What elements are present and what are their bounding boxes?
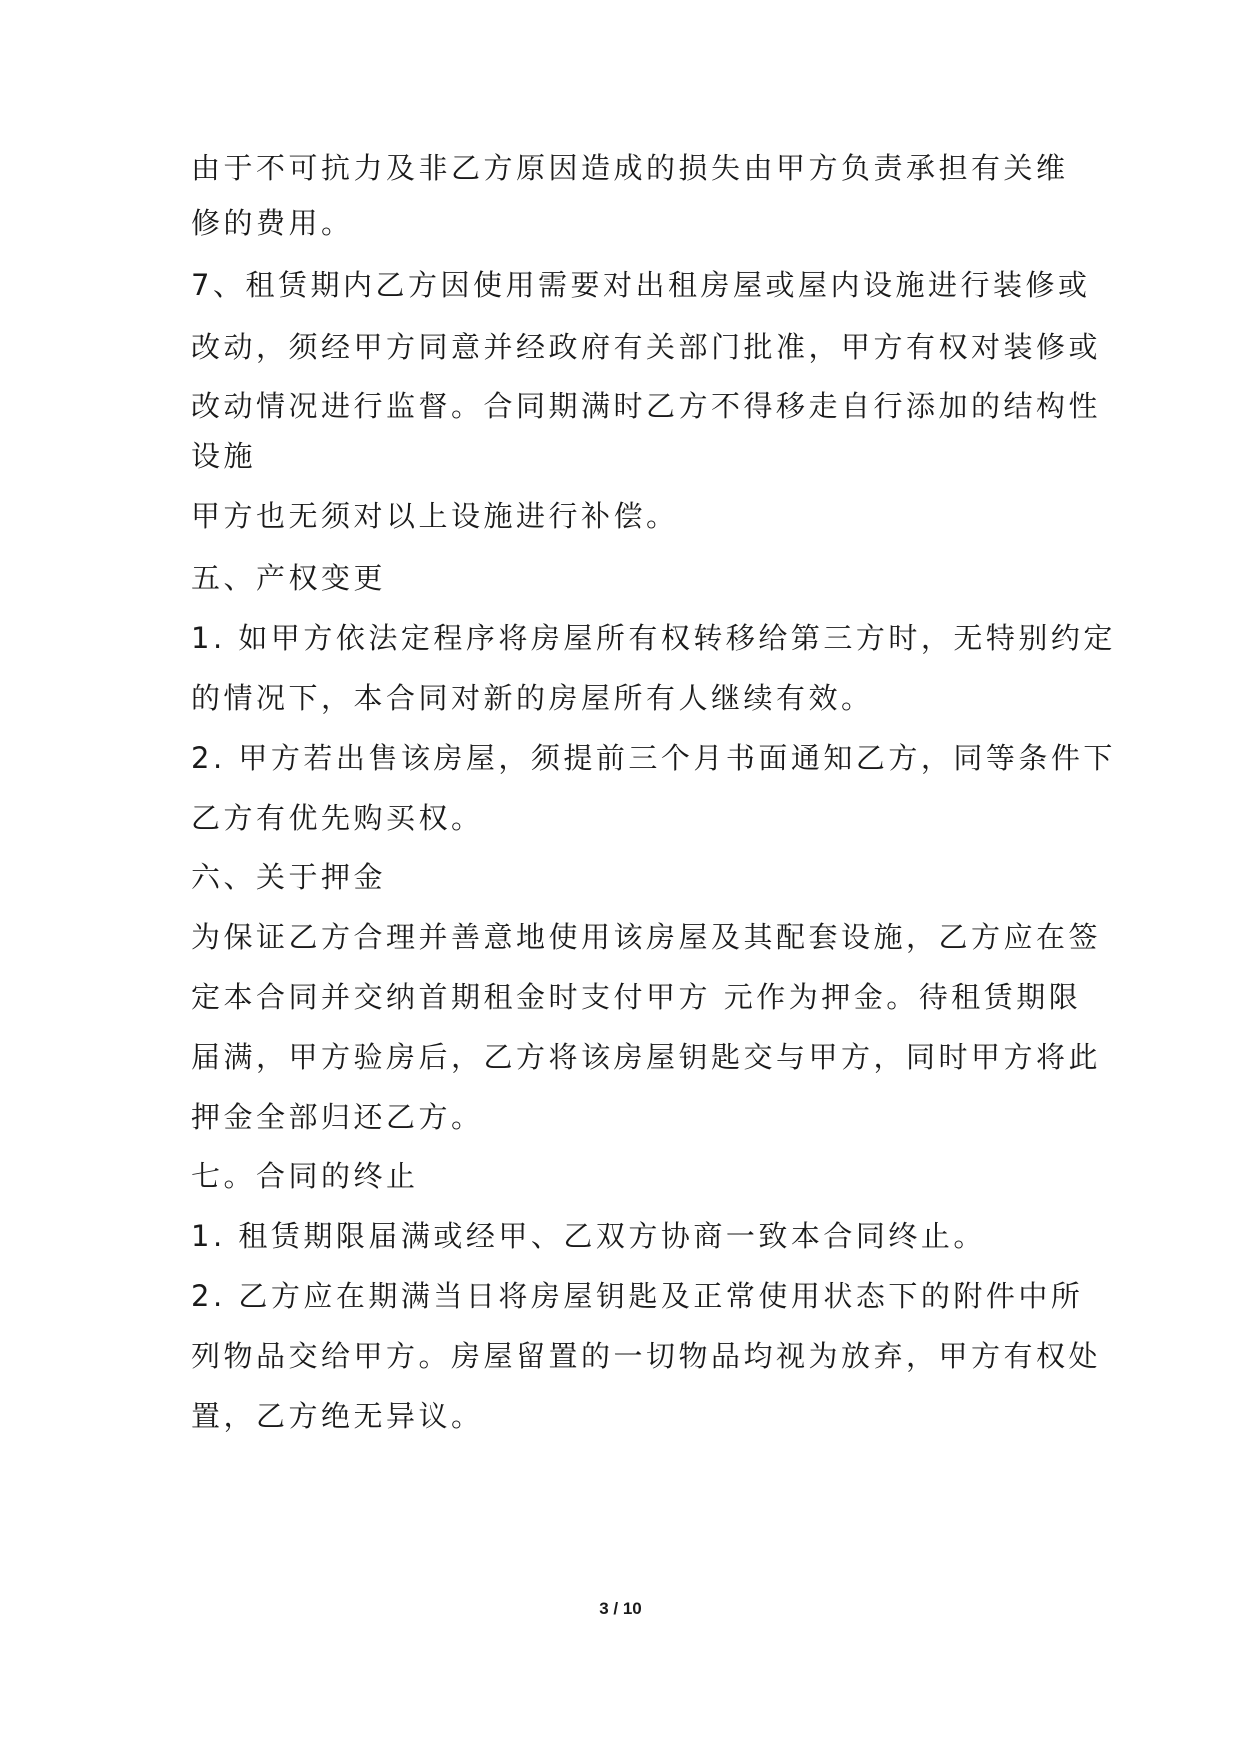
text-line: 改动情况进行监督。合同期满时乙方不得移走自行添加的结构性 — [191, 389, 1102, 423]
text-line: 置，乙方绝无异议。 — [191, 1399, 484, 1433]
text-line: 列物品交给甲方。房屋留置的一切物品均视为放弃，甲方有权处 — [191, 1339, 1102, 1373]
text-line: 由于不可抗力及非乙方原因造成的损失由甲方负责承担有关维 — [191, 151, 1069, 185]
text-line: 为保证乙方合理并善意地使用该房屋及其配套设施，乙方应在签 — [191, 920, 1102, 954]
text-line: 押金全部归还乙方。 — [191, 1100, 484, 1134]
text-line: 2. 甲方若出售该房屋，须提前三个月书面通知乙方，同等条件下 — [191, 741, 1116, 775]
text-line: 设施 — [191, 439, 257, 473]
text-line: 定本合同并交纳首期租金时支付甲方 元作为押金。待租赁期限 — [191, 980, 1082, 1014]
text-line: 的情况下，本合同对新的房屋所有人继续有效。 — [191, 681, 874, 715]
text-line: 乙方有优先购买权。 — [191, 801, 484, 835]
text-line: 届满，甲方验房后，乙方将该房屋钥匙交与甲方，同时甲方将此 — [191, 1040, 1102, 1074]
section-heading: 五、产权变更 — [191, 561, 387, 595]
page-number: 3 / 10 — [599, 1599, 642, 1618]
text-line: 改动，须经甲方同意并经政府有关部门批准，甲方有权对装修或 — [191, 330, 1102, 364]
text-line: 甲方也无须对以上设施进行补偿。 — [191, 499, 679, 533]
section-heading: 六、关于押金 — [191, 860, 387, 894]
text-line: 2. 乙方应在期满当日将房屋钥匙及正常使用状态下的附件中所 — [191, 1279, 1084, 1313]
text-line: 1. 租赁期限届满或经甲、乙双方协商一致本合同终止。 — [191, 1219, 986, 1253]
text-line: 1. 如甲方依法定程序将房屋所有权转移给第三方时，无特别约定 — [191, 621, 1116, 655]
section-heading: 七。合同的终止 — [191, 1159, 419, 1193]
text-line: 修的费用。 — [191, 206, 354, 240]
text-line: 7、租赁期内乙方因使用需要对出租房屋或屋内设施进行装修或 — [191, 268, 1091, 302]
